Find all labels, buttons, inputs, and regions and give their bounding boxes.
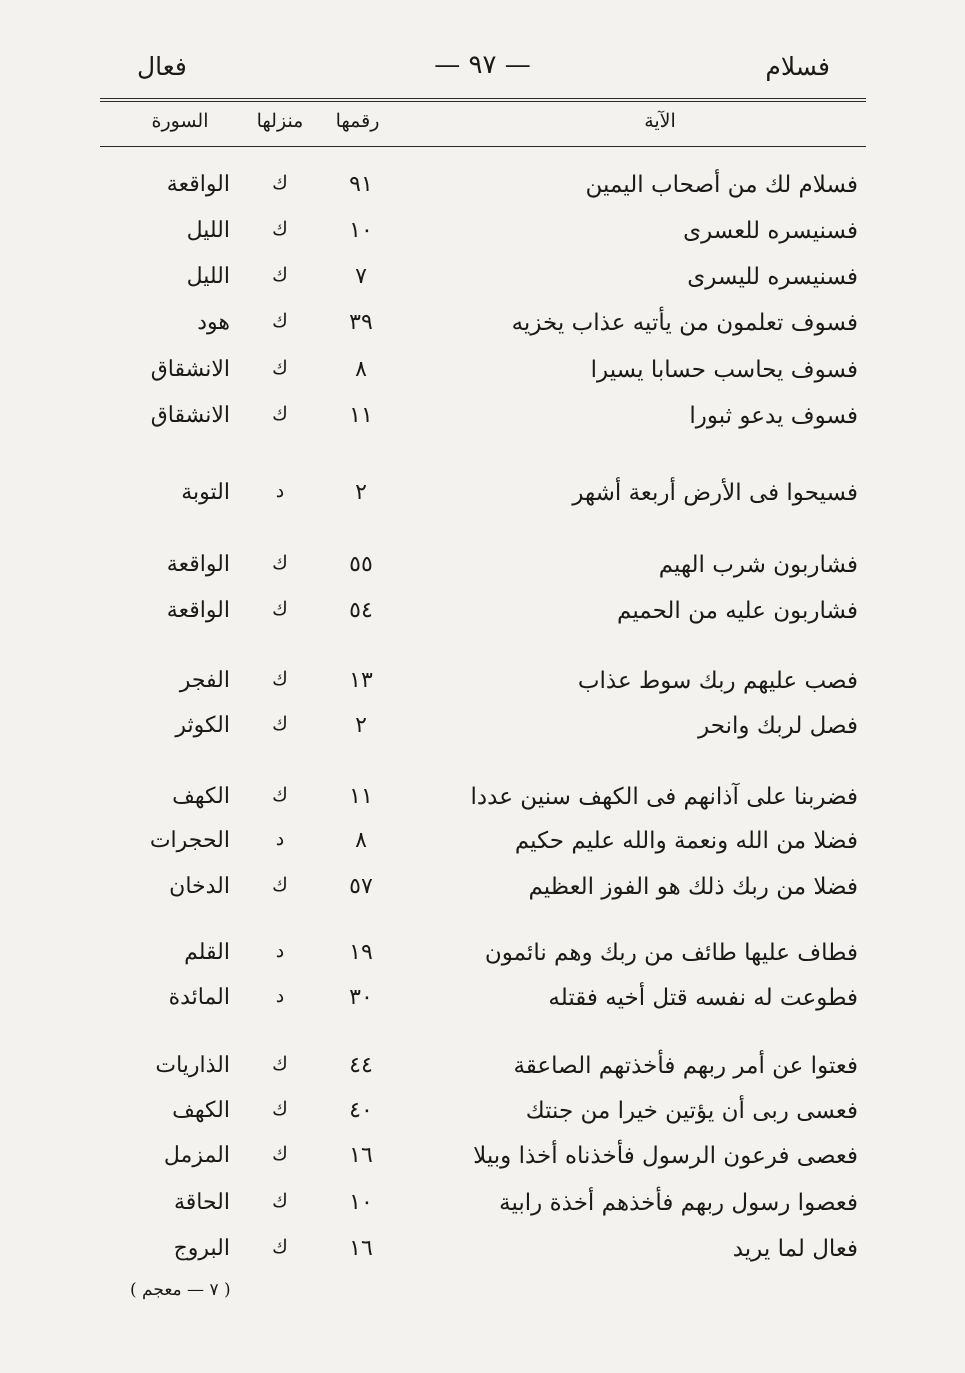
- column-header-number: رقمها: [335, 110, 380, 132]
- verse-text: فسوف يدعو ثبورا: [689, 403, 858, 429]
- table-row: [100, 172, 866, 212]
- verse-number: ٥٥: [349, 552, 373, 577]
- revelation-place: د: [275, 480, 285, 502]
- table-row: [100, 1098, 866, 1138]
- sura-name: الحجرات: [149, 828, 230, 853]
- running-head-first-word: فسلام: [765, 52, 830, 81]
- sura-name: الذاريات: [155, 1053, 230, 1078]
- verse-text: فضلا من ربك ذلك هو الفوز العظيم: [528, 874, 858, 900]
- sura-name: الكوثر: [175, 713, 230, 738]
- verse-text: فصب عليهم ربك سوط عذاب: [577, 668, 858, 694]
- revelation-place: ك: [272, 1143, 288, 1165]
- table-row: [100, 985, 866, 1025]
- verse-number: ٨: [355, 357, 367, 382]
- revelation-place: د: [275, 828, 285, 850]
- revelation-place: ك: [272, 1098, 288, 1120]
- sura-name: الانشقاق: [150, 403, 230, 428]
- sura-name: المائدة: [168, 985, 230, 1010]
- verse-text: فطاف عليها طائف من ربك وهم نائمون: [484, 940, 858, 966]
- verse-text: فعتوا عن أمر ربهم فأخذتهم الصاعقة: [513, 1053, 858, 1079]
- revelation-place: ك: [272, 598, 288, 620]
- verse-number: ١٣: [349, 668, 373, 693]
- sura-name: الليل: [186, 264, 230, 289]
- verse-number: ٢: [355, 713, 367, 738]
- header-rule-inner: [100, 101, 866, 102]
- sura-name: الانشقاق: [150, 357, 230, 382]
- verse-text: فصل لربك وانحر: [698, 713, 858, 739]
- verse-number: ٥٧: [349, 874, 373, 899]
- table-row: [100, 480, 866, 520]
- verse-number: ٢: [355, 480, 367, 505]
- verse-text: فعسى ربى أن يؤتين خيرا من جنتك: [525, 1098, 858, 1124]
- header-rule: [100, 98, 866, 99]
- column-header-place: منزلها: [256, 110, 304, 132]
- table-row: [100, 598, 866, 638]
- verse-text: فشاربون شرب الهيم: [658, 552, 858, 578]
- revelation-place: د: [275, 940, 285, 962]
- column-header-sura: السورة: [151, 110, 209, 132]
- sura-name: الكهف: [172, 784, 230, 809]
- table-row: [100, 668, 866, 708]
- table-row: [100, 357, 866, 397]
- verse-text: فعصوا رسول ربهم فأخذهم أخذة رابية: [499, 1190, 858, 1216]
- revelation-place: ك: [272, 1053, 288, 1075]
- table-row: [100, 784, 866, 824]
- revelation-place: ك: [272, 310, 288, 332]
- sura-name: الحاقة: [173, 1190, 230, 1215]
- verse-number: ١٩: [349, 940, 373, 965]
- table-row: [100, 1236, 866, 1276]
- verse-text: فضربنا على آذانهم فى الكهف سنين عددا: [470, 784, 858, 810]
- sura-name: الدخان: [169, 874, 230, 899]
- revelation-place: ك: [272, 784, 288, 806]
- verse-number: ٧: [355, 264, 367, 289]
- revelation-place: ك: [272, 1236, 288, 1258]
- sura-name: المزمل: [163, 1143, 230, 1168]
- page-number: — ٩٧ —: [434, 50, 531, 80]
- verse-text: فشاربون عليه من الحميم: [617, 598, 858, 624]
- revelation-place: ك: [272, 1190, 288, 1212]
- table-row: [100, 264, 866, 304]
- table-row: [100, 403, 866, 443]
- verse-text: فسوف تعلمون من يأتيه عذاب يخزيه: [511, 310, 858, 336]
- sura-name: الواقعة: [166, 552, 230, 577]
- verse-number: ١٦: [349, 1236, 373, 1261]
- revelation-place: ك: [272, 874, 288, 896]
- verse-number: ٤٠: [349, 1098, 373, 1123]
- table-row: [100, 1053, 866, 1093]
- verse-number: ١١: [349, 784, 373, 809]
- revelation-place: ك: [272, 357, 288, 379]
- verse-number: ٩١: [349, 172, 373, 197]
- table-row: [100, 218, 866, 258]
- table-row: [100, 552, 866, 592]
- verse-text: فسوف يحاسب حسابا يسيرا: [590, 357, 858, 383]
- revelation-place: ك: [272, 264, 288, 286]
- verse-text: فسنيسره لليسرى: [687, 264, 858, 290]
- sura-name: القلم: [184, 940, 230, 965]
- table-row: [100, 1143, 866, 1183]
- verse-number: ٥٤: [349, 598, 373, 623]
- table-row: [100, 828, 866, 868]
- verse-text: فسيحوا فى الأرض أربعة أشهر: [572, 480, 858, 506]
- verse-number: ٣٠: [349, 985, 373, 1010]
- verse-number: ٤٤: [349, 1053, 373, 1078]
- verse-number: ١١: [349, 403, 373, 428]
- table-row: [100, 940, 866, 980]
- revelation-place: د: [275, 985, 285, 1007]
- verse-text: فعصى فرعون الرسول فأخذناه أخذا وبيلا: [473, 1143, 858, 1169]
- verse-text: فعال لما يريد: [732, 1236, 858, 1262]
- verse-text: فسنيسره للعسرى: [683, 218, 858, 244]
- sura-name: الواقعة: [166, 172, 230, 197]
- table-row: [100, 874, 866, 914]
- sura-name: الكهف: [172, 1098, 230, 1123]
- table-row: [100, 1190, 866, 1230]
- revelation-place: ك: [272, 218, 288, 240]
- revelation-place: ك: [272, 552, 288, 574]
- revelation-place: ك: [272, 172, 288, 194]
- verse-text: فسلام لك من أصحاب اليمين: [585, 172, 858, 198]
- verse-text: فطوعت له نفسه قتل أخيه فقتله: [548, 985, 858, 1011]
- sura-name: الفجر: [179, 668, 230, 693]
- column-header-aya: الآية: [644, 110, 676, 132]
- sura-name: الليل: [186, 218, 230, 243]
- table-row: [100, 310, 866, 350]
- sura-name: التوبة: [181, 480, 230, 505]
- table-row: [100, 713, 866, 753]
- revelation-place: ك: [272, 668, 288, 690]
- verse-number: ١٠: [349, 218, 373, 243]
- verse-number: ١٦: [349, 1143, 373, 1168]
- verse-number: ٨: [355, 828, 367, 853]
- revelation-place: ك: [272, 403, 288, 425]
- sura-name: البروج: [173, 1236, 230, 1261]
- column-header-rule: [100, 146, 866, 147]
- sura-name: الواقعة: [166, 598, 230, 623]
- sura-name: هود: [197, 310, 230, 335]
- verse-text: فضلا من الله ونعمة والله عليم حكيم: [514, 828, 858, 854]
- running-head-last-word: فعال: [137, 52, 187, 81]
- signature-mark: ( ٧ — معجم ): [130, 1280, 231, 1300]
- revelation-place: ك: [272, 713, 288, 735]
- verse-number: ٣٩: [349, 310, 373, 335]
- verse-number: ١٠: [349, 1190, 373, 1215]
